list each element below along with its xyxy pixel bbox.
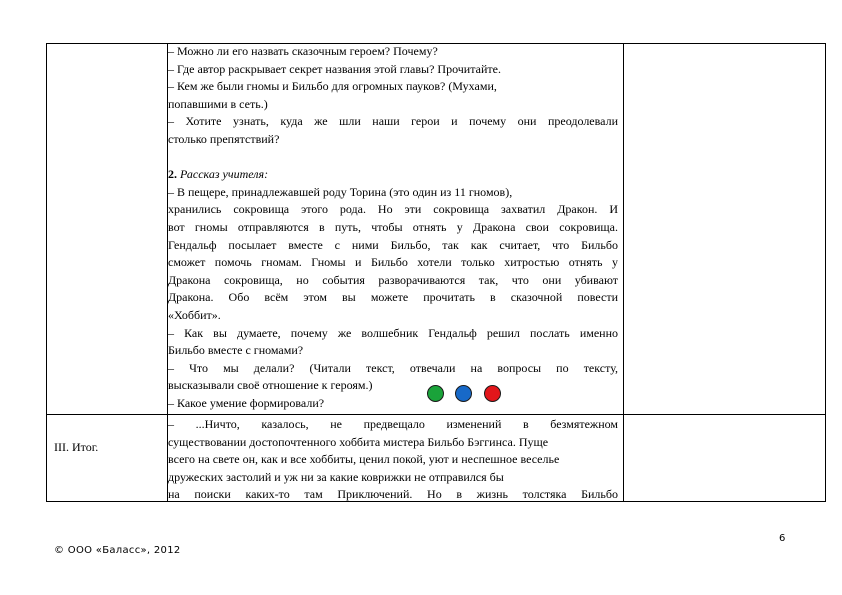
text-line: существовании достопочтенного хоббита мистера Бильбо Бэггинса. Пуще — [168, 434, 549, 449]
text-line: всего на свете он, как и все хоббиты, ценил покой, уют и неспешное веселье — [168, 452, 560, 467]
text-line: Бильбо вместе с гномами? — [168, 343, 304, 358]
blank-line — [168, 149, 618, 167]
text-line: – Какое умение формировали? — [168, 395, 325, 410]
text-line: дружеских застолий и уж ни за какие коврижки не отправился бы — [168, 469, 504, 484]
text-line: – Что мы делали? (Читали текст, отвечали на вопросы по тексту, — [168, 360, 618, 375]
text-line: хранились сокровища этого рода. Но эти сокровища захватил Дракон. И — [168, 202, 618, 217]
text-line: попавшими в сеть.) — [168, 96, 268, 111]
text-line: – Кем же были гномы и Бильбо для огромных пауков? (Мухами, — [168, 79, 497, 94]
summary-text-cell — [168, 416, 618, 504]
copyright-footer: © ООО «Баласс», 2012 — [54, 545, 181, 556]
text-line: столько препятствий? — [168, 131, 280, 146]
green-circle — [427, 385, 444, 402]
text-line: Гендальф посылает вместе с ними Бильбо, так как считает, что Бильбо — [168, 237, 618, 252]
teacher-story-heading — [168, 166, 618, 184]
page-number: 6 — [779, 533, 786, 544]
lesson-dialogue-cell — [168, 43, 618, 412]
text-line: высказывали своё отношение к героям.) — [168, 378, 373, 393]
red-circle — [484, 385, 501, 402]
text-line: «Хоббит». — [168, 307, 221, 322]
text-line: – Хотите узнать, куда же шли наши герои и почему они преодолевали — [168, 114, 618, 129]
text-line: Дракона. Обо всём этом вы можете прочитать в сказочной повести — [168, 290, 618, 305]
table-left-border — [46, 43, 47, 502]
text-line: вот гномы отправляются в путь, чтобы отнять у Дракона свои сокровища. — [168, 219, 618, 234]
text-line: – Где автор раскрывает секрет названия этой главы? Прочитайте. — [168, 61, 501, 76]
text-line: – ...Ничто, казалось, не предвещало изменений в безмятежном — [168, 417, 618, 431]
blue-circle — [455, 385, 472, 402]
text-line: Дракона сокровища, но события разворачиваются так, что они убивают — [168, 272, 618, 287]
lesson-table — [46, 43, 826, 502]
text-line: сможет помочь гномам. Гномы и Бильбо хотели только хитростью отнять у — [168, 255, 618, 270]
column-divider-2 — [623, 43, 624, 502]
stage-label: III. Итог. — [54, 440, 99, 454]
section-number: 2. — [168, 167, 177, 182]
text-line: на поиски каких-то там Приключений. Но в жизнь толстяка Бильбо — [168, 487, 618, 502]
text-line: – Можно ли его назвать сказочным героем? Почему? — [168, 44, 438, 58]
text-line: – Как вы думаете, почему же волшебник Гендальф решил послать именно — [168, 325, 618, 340]
row-divider — [46, 414, 826, 415]
text-line: – В пещере, принадлежавшей роду Торина (это один из 11 гномов), — [168, 184, 513, 199]
section-title: Рассказ учителя: — [180, 167, 269, 182]
table-right-border — [825, 43, 826, 502]
